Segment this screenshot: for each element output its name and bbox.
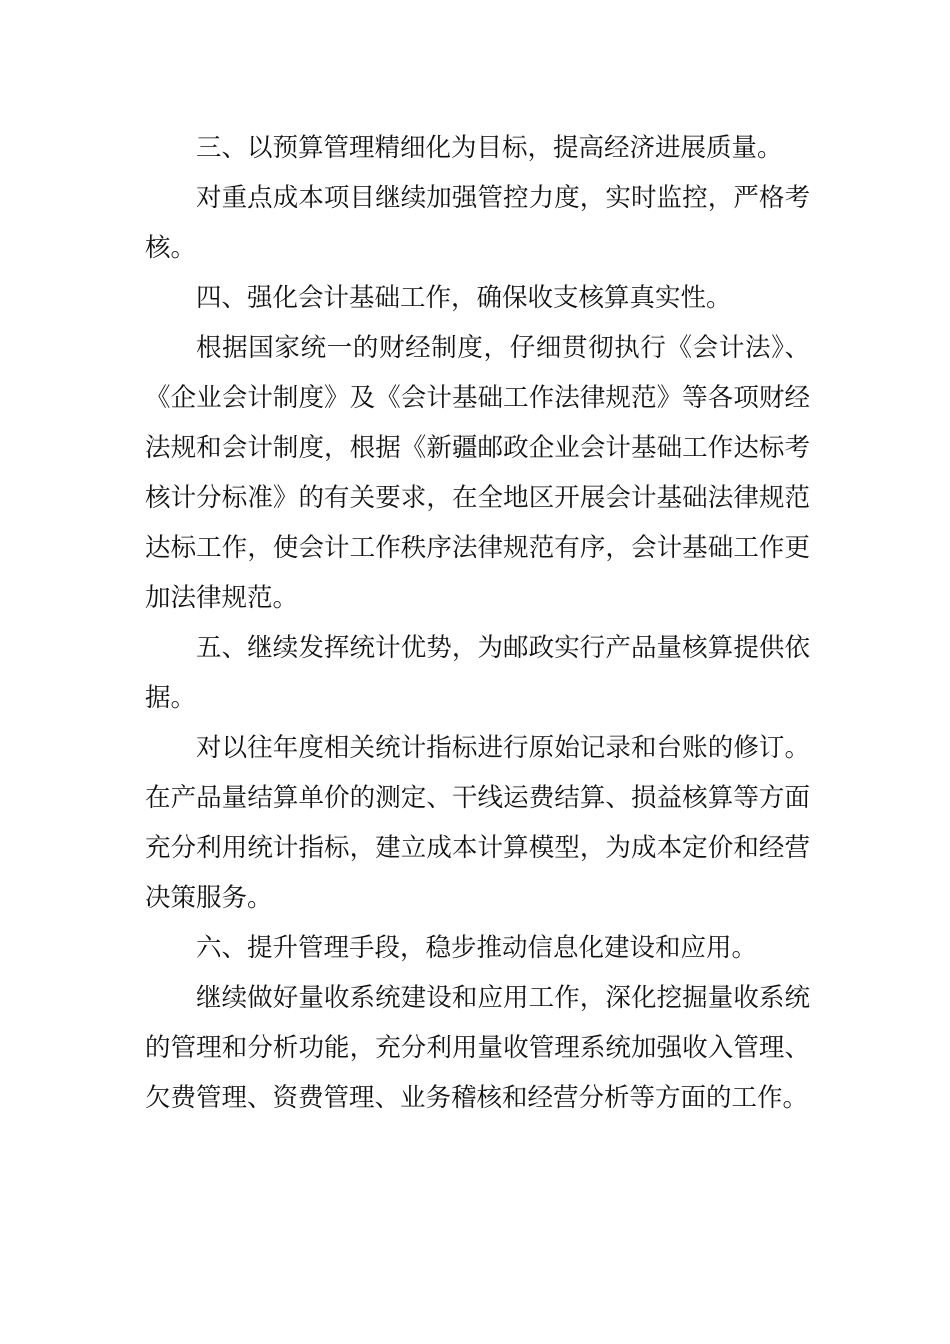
document-body — [145, 123, 810, 1123]
section-heading-5: 五、继续发挥统计优势，为邮政实行产品量核算提供依据。 — [145, 633, 810, 713]
section-heading-6: 六、提升管理手段，稳步推动信息化建设和应用。 — [196, 933, 758, 963]
paragraph-accounting-basics: 根据国家统一的财经制度，仔细贯彻执行《会计法》、《企业会计制度》及《会计基础工作法律规范》等各项财经法规和会计制度，根据《新疆邮政企业会计基础工作达标考核计分标准》的有关要求，在全地区开展会计基础法律规范达标工作，使会计工作秩序法律规范有序，会计基础工作更加法律规范。 — [145, 333, 810, 613]
section-heading-3: 三、以预算管理精细化为目标，提高经济进展质量。 — [196, 133, 783, 163]
paragraph-cost-control: 对重点成本项目继续加强管控力度，实时监控，严格考核。 — [145, 183, 810, 263]
section-heading-4: 四、强化会计基础工作，确保收支核算真实性。 — [196, 283, 732, 313]
paragraph-information-system: 继续做好量收系统建设和应用工作，深化挖掘量收系统的管理和分析功能，充分利用量收管理系统加强收入管理、欠费管理、资费管理、业务稽核和经营分析等方面的工作。 — [145, 983, 810, 1113]
paragraph-statistics: 对以往年度相关统计指标进行原始记录和台账的修订。在产品量结算单价的测定、干线运费结算、损益核算等方面充分利用统计指标，建立成本计算模型，为成本定价和经营决策服务。 — [145, 733, 810, 913]
